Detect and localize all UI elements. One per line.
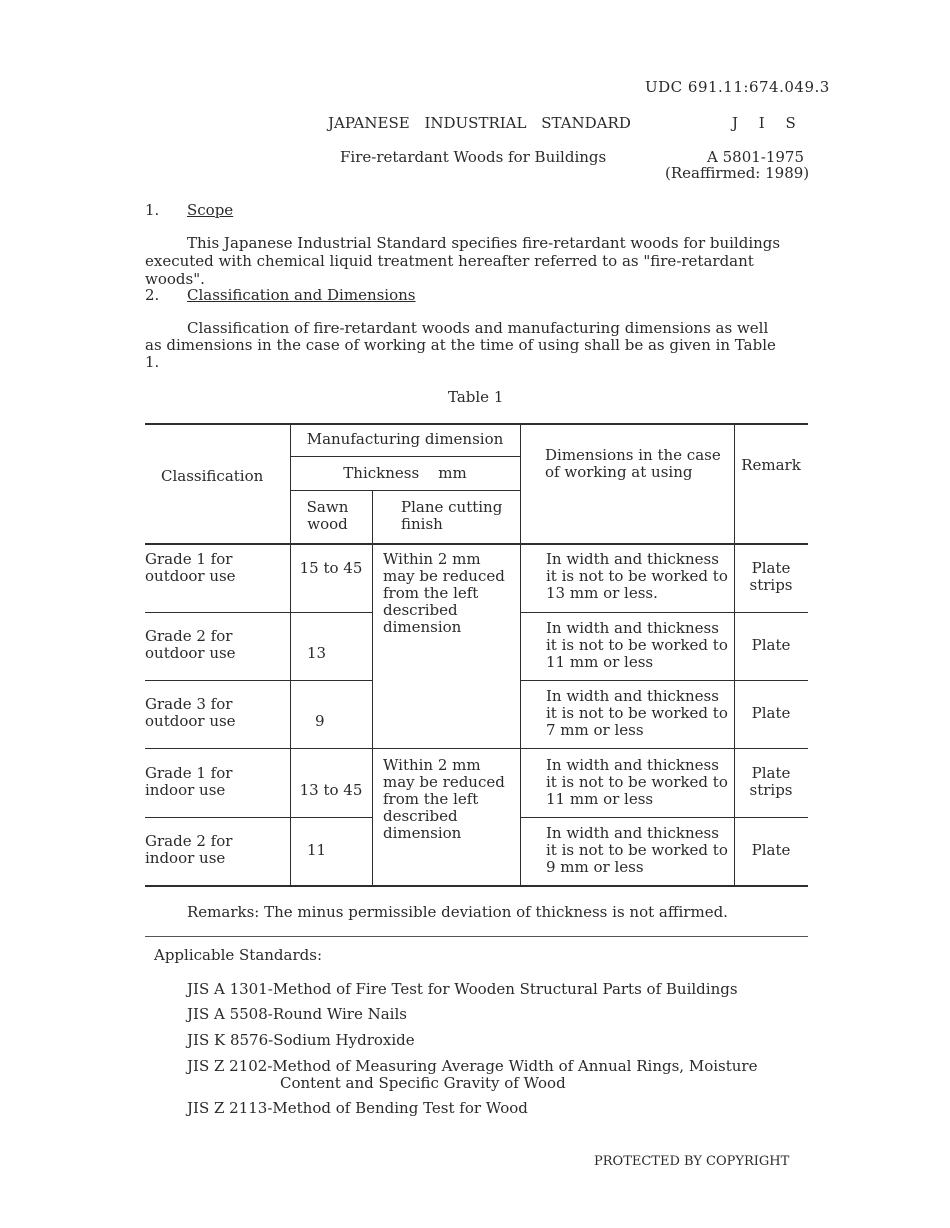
table-row-classification: Grade 1 for indoor use [145, 764, 233, 799]
table-row-sawn: 13 [307, 644, 327, 662]
table-col-rule [372, 490, 373, 887]
plane-cutting-outdoor: Within 2 mm may be reduced from the left described dimension [383, 550, 505, 636]
table-row-sawn: 9 [315, 712, 325, 730]
table-1 [145, 423, 808, 887]
table-row-working: In width and thickness it is not to be worked to 11 mm or less [546, 756, 728, 808]
table-row-classification: Grade 1 for outdoor use [145, 550, 236, 585]
table-row-remark: Plate [751, 841, 791, 859]
table-remarks: Remarks: The minus permissible deviation of thickness is not affirmed. [187, 903, 728, 921]
table-header-rule [145, 543, 808, 545]
table-col-rule [520, 423, 521, 887]
table-row-working: In width and thickness it is not to be worked to 9 mm or less [546, 824, 728, 876]
standard-number: A 5801-1975 [707, 148, 805, 166]
header-remark: Remark [741, 456, 801, 474]
table-row-remark: Plate strips [749, 764, 793, 799]
table-rule [145, 748, 808, 749]
section-2-number: 2. [145, 286, 160, 304]
table-row-sawn: 15 to 45 [299, 559, 363, 577]
divider [145, 936, 808, 937]
section-1-number: 1. [145, 201, 160, 219]
document-title: Fire-retardant Woods for Buildings [340, 148, 607, 166]
table-rule [145, 680, 372, 681]
header-sawn-wood: Sawn wood [306, 498, 349, 533]
table-rule [520, 680, 808, 681]
table-row-remark: Plate [751, 636, 791, 654]
section-1-text: This Japanese Industrial Standard specifies fire-retardant woods for buildings executed with chemical liquid treatment hereafter referred to as "fire-retardant woods". [145, 234, 781, 288]
applicable-standard-item-continuation: Content and Specific Gravity of Wood [280, 1074, 566, 1092]
applicable-standard-item: JIS A 1301-Method of Fire Test for Wooden Structural Parts of Buildings [187, 980, 738, 998]
table-rule [145, 817, 372, 818]
applicable-standard-item: JIS Z 2113-Method of Bending Test for Wood [187, 1099, 528, 1117]
header-thickness: Thickness mm [343, 464, 467, 482]
reaffirmed-note: (Reaffirmed: 1989) [665, 164, 810, 182]
section-2-title: Classification and Dimensions [187, 286, 416, 304]
table-row-remark: Plate [751, 704, 791, 722]
copyright-notice: PROTECTED BY COPYRIGHT [594, 1154, 790, 1169]
table-caption: Table 1 [448, 388, 504, 406]
table-rule [520, 817, 808, 818]
table-col-rule [734, 423, 735, 887]
plane-cutting-indoor: Within 2 mm may be reduced from the left described dimension [383, 756, 505, 842]
table-top-rule [145, 423, 808, 425]
table-rule [145, 612, 372, 613]
table-rule [290, 456, 520, 457]
header-manufacturing-dimension: Manufacturing dimension [306, 430, 504, 448]
udc-number: UDC 691.11:674.049.3 [645, 78, 830, 96]
applicable-standard-item: JIS Z 2102-Method of Measuring Average Width of Annual Rings, Moisture [187, 1057, 758, 1075]
table-row-working: In width and thickness it is not to be worked to 11 mm or less [546, 619, 728, 671]
applicable-standards-heading: Applicable Standards: [154, 946, 322, 964]
section-2-text: Classification of fire-retardant woods and manufacturing dimensions as well as dimensions in the case of working at the time of using shall be as given in Table 1. [145, 319, 776, 371]
jis-mark: J I S [732, 114, 804, 132]
header-plane-cutting-finish: Plane cutting finish [401, 498, 503, 533]
table-row-sawn: 11 [307, 841, 327, 859]
table-row-sawn: 13 to 45 [299, 781, 363, 799]
table-rule [290, 490, 520, 491]
section-1-title: Scope [187, 201, 234, 219]
applicable-standard-item: JIS K 8576-Sodium Hydroxide [187, 1031, 415, 1049]
table-col-rule [290, 423, 291, 887]
table-row-classification: Grade 2 for outdoor use [145, 627, 236, 662]
table-row-classification: Grade 2 for indoor use [145, 832, 233, 867]
table-row-remark: Plate strips [749, 559, 793, 594]
table-rule [520, 612, 808, 613]
organization-name: JAPANESE INDUSTRIAL STANDARD [328, 114, 631, 132]
table-row-working: In width and thickness it is not to be worked to 7 mm or less [546, 687, 728, 739]
table-bottom-rule [145, 885, 808, 887]
applicable-standard-item: JIS A 5508-Round Wire Nails [187, 1005, 407, 1023]
table-row-classification: Grade 3 for outdoor use [145, 695, 236, 730]
table-row-working: In width and thickness it is not to be worked to 13 mm or less. [546, 550, 728, 602]
header-working-dimensions: Dimensions in the case of working at using [545, 446, 721, 481]
header-classification: Classification [161, 467, 264, 485]
